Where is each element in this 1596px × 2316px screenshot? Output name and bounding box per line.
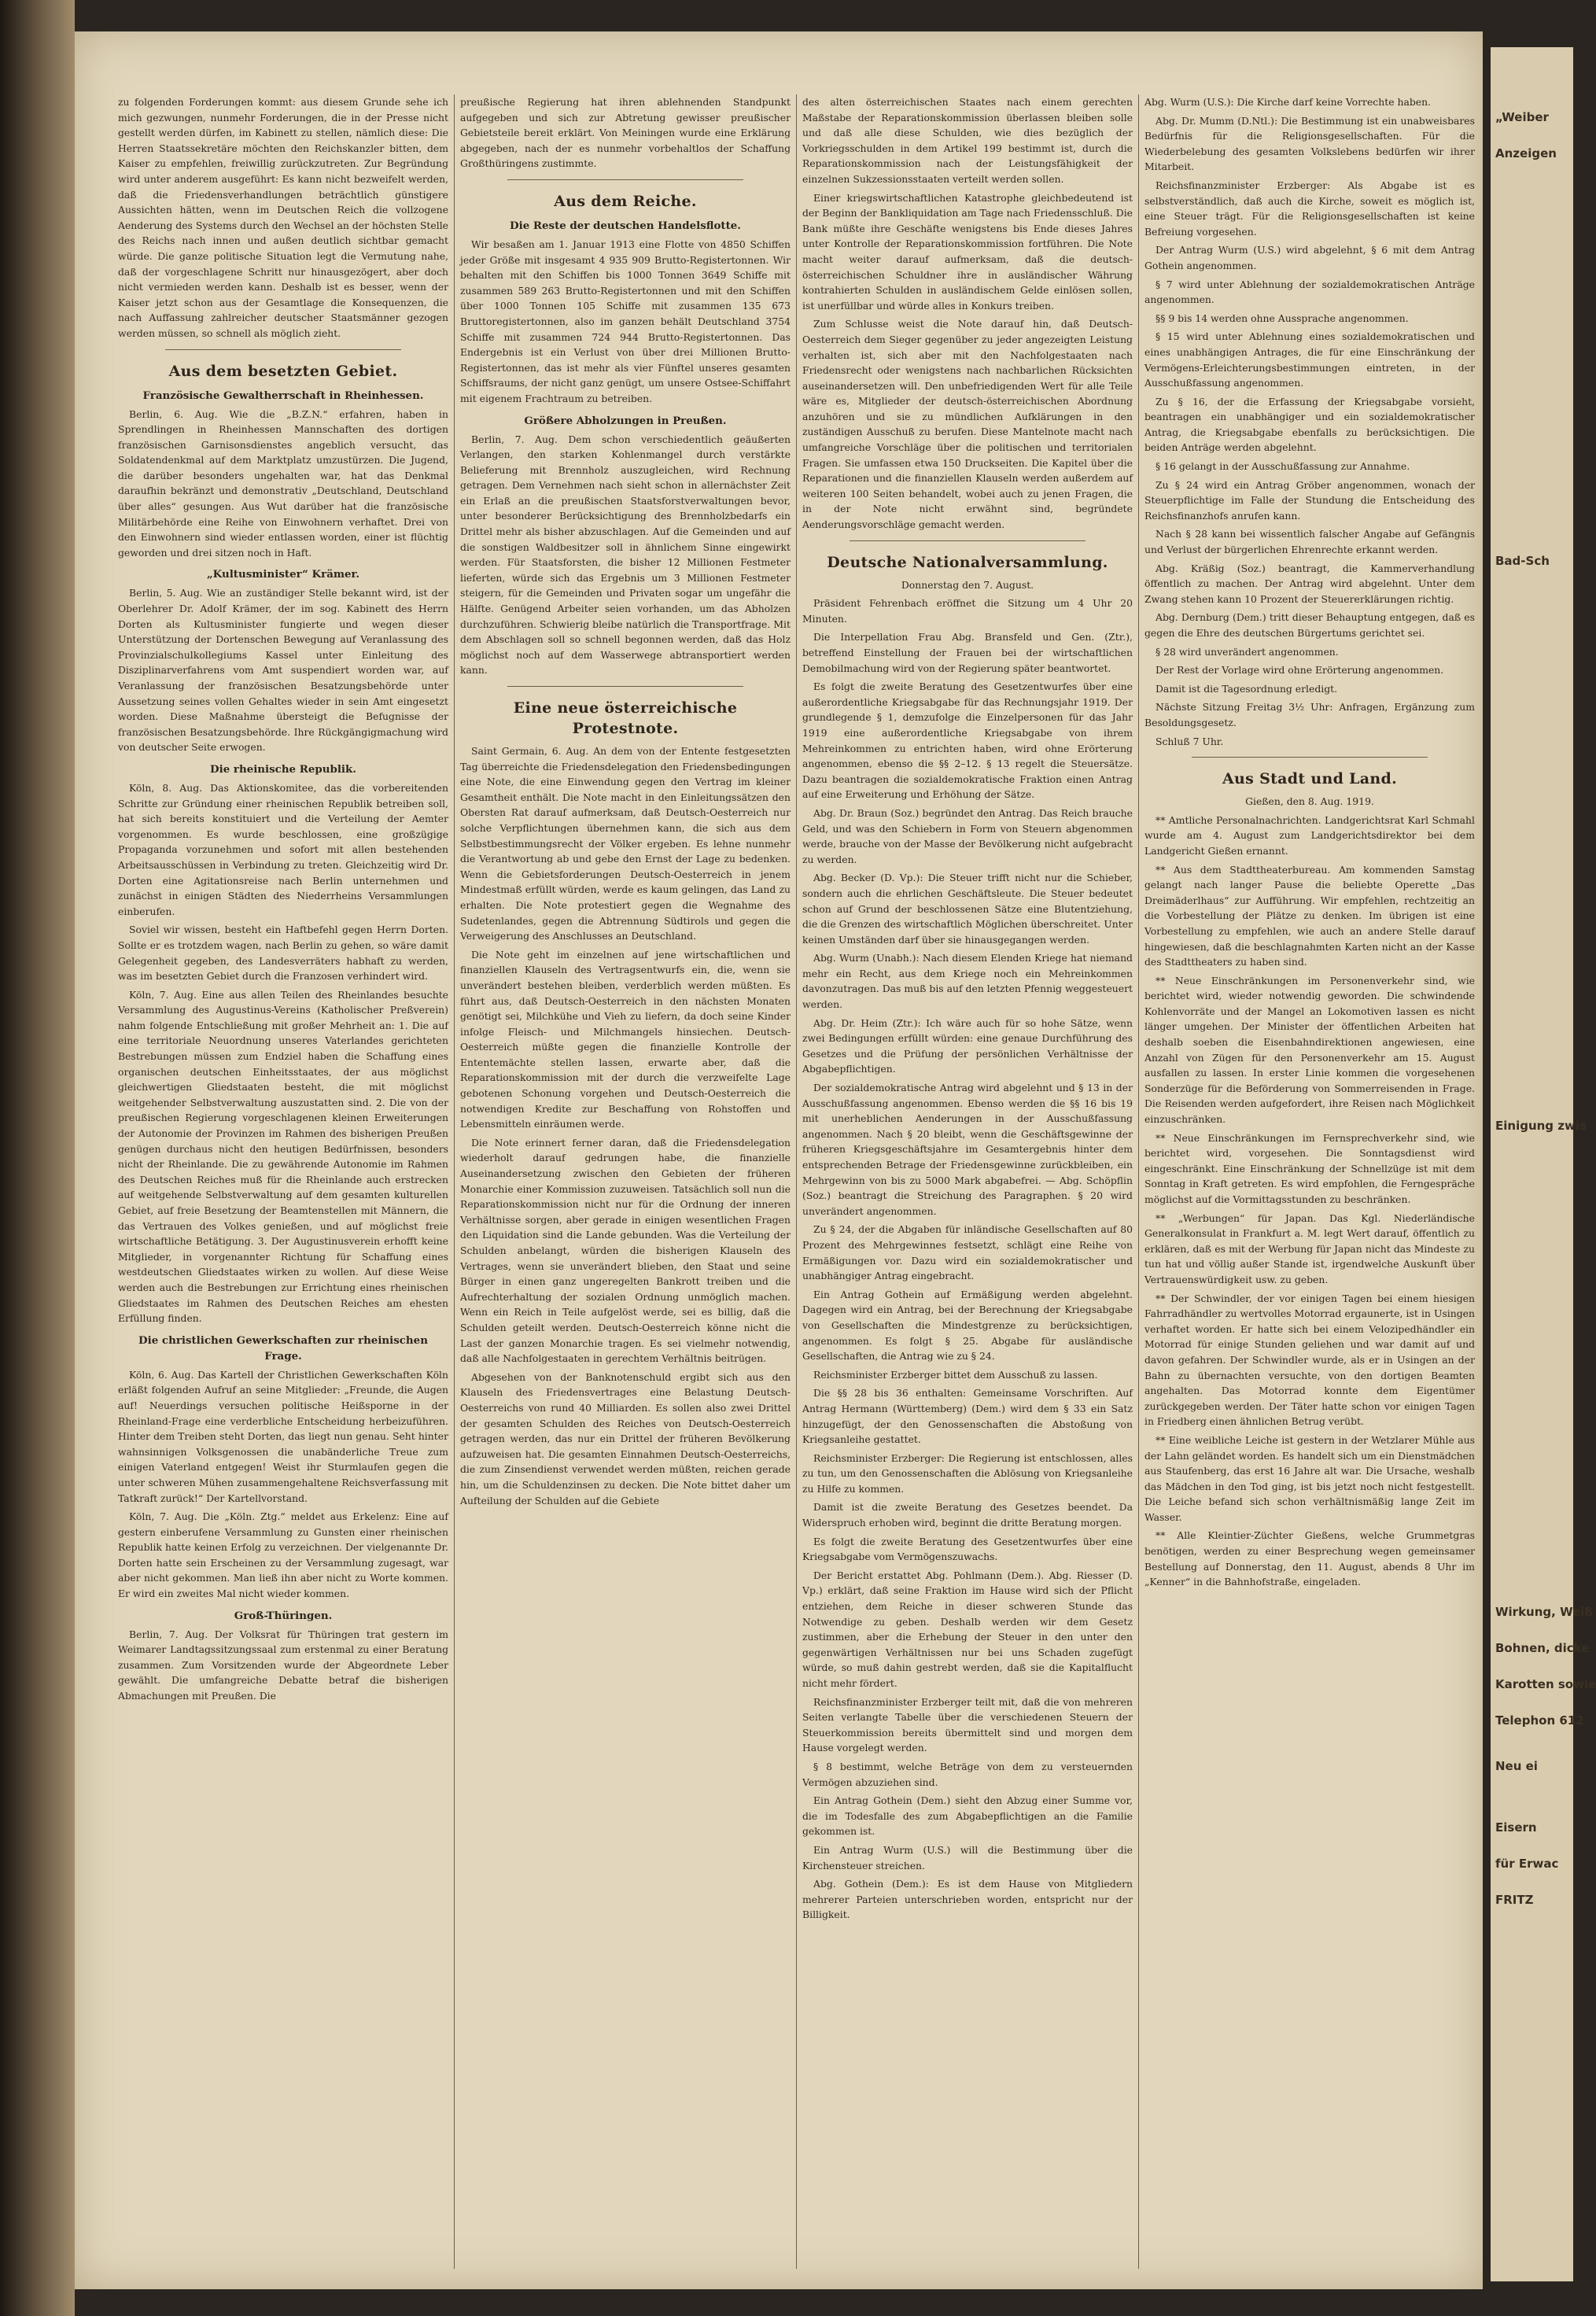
article-paragraph: des alten österreichischen Staates nach einem gerechten Maßstabe der Reparationskommission überlassen bleiben solle und daß alle diese Schulden, wie dies bezüglich der Vorkriegsschulden in dem Artikel 199 bestimmt ist, durch die Reparationskommission nach der Leistungsfähigkeit der einzelnen Sukzessionsstaaten verteilt werden sollen. xyxy=(802,96,1133,185)
article-paragraph: § 16 gelangt in der Ausschußfassung zur Annahme. xyxy=(1156,460,1410,473)
article-paragraph: Ein Antrag Wurm (U.S.) will die Bestimmung über die Kirchensteuer streichen. xyxy=(802,1843,1133,1872)
subheading-thueringen: Groß-Thüringen. xyxy=(234,1609,333,1622)
adjacent-page-text: Karotten sowie xyxy=(1495,1677,1596,1691)
article-paragraph: Der Bericht erstattet Abg. Pohlmann (Dem.). Abg. Riesser (D. Vp.) erklärt, daß seine Fraktion im Hause wird sich der Pflicht entziehen, dem Reiche in dieser schweren Stunde das Notwendige zu geben. Deshalb werden wir dem Gesetz zustimmen, aber die Erhebung der Steuer in den unter den gegenwärtigen Verhältnissen nur bei uns Schaden zugefügt würde, so muß dahin gestrebt werden, daß sie die Kapitalflucht nicht mehr fördert. xyxy=(802,1569,1133,1689)
section-heading-reiche: Aus dem Reiche. xyxy=(554,192,697,210)
article-paragraph: Ein Antrag Gothein (Dem.) sieht den Abzug einer Summe vor, die im Todesfalle des zum Abgabepflichtigen an die Familie gekommen ist. xyxy=(802,1794,1133,1838)
adjacent-page-text: Anzeigen xyxy=(1495,146,1557,160)
article-paragraph: Nächste Sitzung Freitag 3½ Uhr: Anfragen, Ergänzung zum Besoldungsgesetz. xyxy=(1144,701,1475,728)
article-paragraph: Zu § 24 wird ein Antrag Gröber angenommen, wonach der Steuerpflichtige im Falle der Stundung die Entscheidung des Reichsfinanzhofs anrufen kann. xyxy=(1144,478,1475,522)
article-paragraph: Einer kriegswirtschaftlichen Katastrophe gleichbedeutend ist der Beginn der Bankliquidation am Tage nach Friedensschluß. Die Bank müßte ihre Geschäfte wenigstens bis Ende dieses Jahres unter Kontrolle der Reparationskommission fortführen. Die Note macht weiter darauf aufmerksam, daß die deutsch-österreichischen Schuldner ihre in ausländischer Währung kontrahierten Schulden in ausländischem Gelde einlösen sollen, ist unerfüllbar und würde alles in Konkurs treiben. xyxy=(802,191,1133,312)
article-paragraph: § 8 bestimmt, welche Beträge von dem zu versteuernden Vermögen abzuziehen sind. xyxy=(802,1760,1133,1788)
article-paragraph: § 7 wird unter Ablehnung der sozialdemokratischen Anträge angenommen. xyxy=(1144,278,1475,306)
adjacent-page-text: Bad-Sch xyxy=(1495,554,1550,568)
article-paragraph: Der Rest der Vorlage wird ohne Erörterung angenommen. xyxy=(1156,664,1444,677)
column-2 xyxy=(460,94,791,2269)
column-1 xyxy=(118,94,448,2269)
article-separator xyxy=(850,540,1086,541)
article-paragraph: ** Neue Einschränkungen im Fernsprechverkehr sind, wie berichtet wird, vorgesehen. Die Sonntagsdienst wird eingeschränkt. Eine Einschränkung der Schnellzüge ist mit dem Sonntag in Kraft getreten. Es wird empfohlen, die Ferngespräche möglichst auf die Vormittagsstunden zu beschränken. xyxy=(1144,1131,1475,1205)
article-paragraph: Abg. Kräßig (Soz.) beantragt, die Kammerverhandlung öffentlich zu machen. Der Antrag wird abgelehnt. Unter dem Zwang stehen kann 10 Prozent der Steuererklärungen richtig. xyxy=(1144,562,1475,605)
article-paragraph: Die §§ 28 bis 36 enthalten: Gemeinsame Vorschriften. Auf Antrag Hermann (Württemberg) (Dem.) wird dem § 33 ein Satz hinzugefügt, der den Genossenschaften die Abstoßung von Kriegsanleihe gestattet. xyxy=(802,1387,1133,1446)
dateline: Gießen, den 8. Aug. 1919. xyxy=(1245,795,1374,808)
article-paragraph: § 15 wird unter Ablehnung eines sozialdemokratischen und eines unabhängigen Antrages, die für eine Einschränkung der Vermögens-Erleichterungsbestimmungen eintreten, in der Ausschußfassung angenommen. xyxy=(1144,330,1475,389)
article-paragraph: Berlin, 6. Aug. Wie die „B.Z.N.“ erfahren, haben in Sprendlingen in Rheinhessen Mannschaften des dortigen französischen Garnisonsdienstes angeblich versucht, das Soldatendenkmal auf dem Marktplatz umzustürzen. Die Jugend, die darüber besonders ungehalten war, hat das Denkmal daraufhin bekränzt und demonstrativ „Deutschland, Deutschland über alles“ gesungen. Aus Wut darüber hat die französische Militärbehörde eine Reihe von Einwohnern verhaftet. Drei von den Einwohnern sind wieder entlassen worden, einer ist flüchtig geworden und drei sitzen noch in Haft. xyxy=(118,408,448,559)
adjacent-page-text: Wirkung, Weiß xyxy=(1495,1605,1594,1619)
article-paragraph: preußische Regierung hat ihren ablehnenden Standpunkt aufgegeben und sich zur Abtretung gewisser preußischer Gebietsteile bereit erklärt. Von Meiningen wurde eine Erklärung abgegeben, nach der es nunmehr vorbehaltlos der Schaffung Großthüringens zustimmte. xyxy=(460,96,791,170)
article-paragraph: Reichsfinanzminister Erzberger teilt mit, daß die von mehreren Seiten verlangte Tabelle über die verschiedenen Steuern der Steuerkommission bereits übermittelt sind und morgen dem Hause vorgelegt werden. xyxy=(802,1695,1133,1754)
article-paragraph: Abg. Becker (D. Vp.): Die Steuer trifft nicht nur die Schieber, sondern auch die ehrlichen Geschäftsleute. Die Steuer bedeutet schon auf Grund der beschlossenen Sätze eine Blutentziehung, die die Grenzen des wirtschaftlich Möglichen überschreitet. Unter keinen Umständen darf über sie hinausgegangen werden. xyxy=(802,872,1133,946)
article-paragraph: ** Amtliche Personalnachrichten. Landgerichtsrat Karl Schmahl wurde am 4. August zum Landgerichtsdirektor bei dem Landgericht Gießen ernannt. xyxy=(1144,813,1475,857)
column-4 xyxy=(1144,94,1475,2269)
article-paragraph: Zu § 24, der die Abgaben für inländische Gesellschaften auf 80 Prozent des Mehrgewinnes festsetzt, schlägt eine Reihe von Ermäßigungen vor. Dazu wird ein sozialdemokratischer und unabhängiger Antrag eingebracht. xyxy=(802,1223,1133,1282)
book-binding xyxy=(0,0,75,2316)
dateline: Donnerstag den 7. August. xyxy=(901,578,1034,591)
article-paragraph: Köln, 7. Aug. Eine aus allen Teilen des Rheinlandes besuchte Versammlung des Augustinus-Vereins (Katholischer Preßverein) nahm folgende Entschließung mit großer Mehrheit an: 1. Die auf eine territoriale Neuordnung unseres Vaterlandes gerichteten Bestrebungen müssen zum Endziel haben die Schaffung eines organischen deutschen Einheitsstaates, der aus möglichst gleichwertigen Gliedstaaten besteht, die mit möglichst weitgehender Selbstverwaltung auszustatten sind. 2. Die von der preußischen Regierung vorgeschlagenen kleinen Erweiterungen der Autonomie der Provinzen im Rahmen des bisherigen Preußen genügen durchaus nicht den heutigen Bedürfnissen, besonders nicht der Rheinlande. Die zu gewährende Autonomie im Rahmen des Deutschen Reiches muß für die Rheinlande auch erstrecken auf weitgehende Selbstverwaltung auf dem gesamten kulturellen Gebiet, auf freie Besetzung der Beamtenstellen mit Männern, die das Vertrauen des Volkes genießen, und auf möglichst freie wirtschaftliche Betätigung. 3. Der Augustinusverein erhofft keine Mitglieder, in vorgenannter Richtung für Schaffung eines westdeutschen Gliedstaates wirken zu wollen. Auf diese Weise werden auch die Bestrebungen zur Errichtung eines rheinischen Gliedstaates im Rahmen des Deutschen Reiches am ehesten Erfüllung finden. xyxy=(118,988,448,1325)
subheading-handelsflotte: Die Reste der deutschen Handelsflotte. xyxy=(510,219,741,232)
article-paragraph: ** Aus dem Stadttheaterbureau. Am kommenden Samstag gelangt nach langer Pause die beliebte Operette „Das Dreimäderlhaus“ zur Aufführung. Wir empfehlen, rechtzeitig an die Vorbestellung der Plätze zu denken. Im übrigen ist eine Vorbestellung zu empfehlen, wie auch an andere Stelle darauf hingewiesen, daß die beschlagnahmten Karten nicht an der Kasse des Stadttheaters zu haben sind. xyxy=(1144,863,1475,968)
article-paragraph: ** Der Schwindler, der vor einigen Tagen bei einem hiesigen Fahrradhändler zu wertvolles Motorrad ergaunerte, ist in Usingen verhaftet worden. Er hatte sich bei einem Velozipedhändler ein Motorrad für einige Stunden geliehen und war damit auf und davon gefahren. Der Schwindler wurde, als er in Usingen an der Bahn zu übernachten versuchte, von den dortigen Beamten angehalten. Das Motorrad konnte dem Eigentümer zurückgegeben werden. Der Täter hatte schon vor einigen Tagen in Friedberg einen ähnlichen Betrug verübt. xyxy=(1144,1292,1475,1428)
article-paragraph: ** Alle Kleintier-Züchter Gießens, welche Grummetgras benötigen, werden zu einer Besprechung wegen gemeinsamer Bestellung auf Donnerstag, den 11. August, abends 8 Uhr im „Kenner“ in die Bahnhofstraße, eingeladen. xyxy=(1144,1529,1475,1588)
article-separator xyxy=(507,686,743,687)
article-paragraph: Zum Schlusse weist die Note darauf hin, daß Deutsch-Oesterreich dem Sieger gegenüber zu jeder angezeigten Leistung verhalten ist, sich aber mit den Nachfolgestaaten nach Friedensrecht oder wenigstens nach nachbarlichen Rücksichten auseinandersetzen will. Den unbefriedigenden Wert für alle Teile wäre es, Mitglieder der deutsch-österreichischen Abordnung anzuhören und sie zu mündlichen Aufklärungen in den zuständigen Ausschuß zu berufen. Diese Mantelnote macht nach umfangreiche Vorschläge über die politischen und territorialen Fragen. Sie umfassen etwa 150 Druckseiten. Die Kapitel über die Reparationen und die finanziellen Klauseln werden außerdem auf weiteren 100 Seiten behandelt, wobei auch zu jenen Fragen, die in der Note nicht erwähnt sind, begründete Aenderungsvorschläge gemacht werden. xyxy=(802,318,1133,531)
article-paragraph: § 28 wird unverändert angenommen. xyxy=(1156,645,1339,658)
section-heading-nationalversammlung: Deutsche Nationalversammlung. xyxy=(827,553,1108,571)
section-heading-protestnote: Eine neue österreichische Protestnote. xyxy=(513,699,738,737)
subheading-gewerkschaften: Die christlichen Gewerkschaften zur rheinischen Frage. xyxy=(138,1333,428,1363)
article-paragraph: Die Note erinnert ferner daran, daß die Friedensdelegation wiederholt darauf gedrungen habe, die finanzielle Auseinandersetzung zwischen den Gebieten der früheren Monarchie einer Kommission zuzuweisen. Tatsächlich soll nun die Reparationskommission nicht nur für die Ordnung der inneren Verhältnisse sorgen, aber gerade in einigen wesentlichen Fragen den Liquidation sind die Lande gebunden. Was die Verteilung der Schulden anbelangt, würden die bisherigen Klauseln des Vertrages, wenn sie unverändert blieben, den Staat und seine Bürger in einen ganz ungeregelten Bankrott treiben und die Aufrechterhaltung der sozialen Ordnung unmöglich machen. Wenn ein Reich in Teile aufgelöst werde, sei es billig, daß die Schulden geteilt werden. Deutsch-Oesterreich könne nicht die Last der ganzen Monarchie tragen. Es sei vielmehr notwendig, daß alle Nachfolgestaaten in gerechtem Verhältnis beitrügen. xyxy=(460,1136,791,1365)
article-paragraph: Saint Germain, 6. Aug. An dem von der Entente festgesetzten Tag überreichte die Friedensdelegation den Friedensbedingungen eine Note, die eine Einwendung gegen den Vertrag im kleiner Gesamtheit enthält. Die Note macht in den Einleitungssätzen den Obersten Rat darauf aufmerksam, daß Deutsch-Oesterreich nur solche Verpflichtungen übernehmen kann, die sich aus dem Selbstbestimmungsrecht der Völker ergeben. Es lehne nunmehr die Verantwortung ab und gebe den Ernst der Lage zu bedenken. Wenn die Gebietsforderungen Deutsch-Oesterreich in jenem Mindestmaß erfüllt würden, werde es kaum gelingen, das Land zu erhalten. Die Note protestiert gegen die Wegnahme des Sudetenlandes, gegen die Abtrennung Südtirols und gegen die Verweigerung des Anschlusses an Deutschland. xyxy=(460,745,791,942)
adjacent-page-text: Telephon 612 xyxy=(1495,1713,1584,1728)
article-paragraph: Es folgt die zweite Beratung des Gesetzentwurfes über eine außerordentliche Kriegsabgabe für das Rechnungsjahr 1919. Der grundlegende § 1, demzufolge die Einzelpersonen für das Jahr 1919 eine außerordentliche Kriegsabgabe von ihrem Mehreinkommen zu entrichten haben, wird ohne Erörterung angenommen, ebenso die §§ 2–12. § 13 regelt die Steuersätze. Dazu beantragen die sozialdemokratische Fraktion einen Antrag auf eine Erweiterung und Erhöhung der Sätze. xyxy=(802,680,1133,801)
adjacent-page-text: „Weiber xyxy=(1495,110,1549,124)
article-paragraph: Damit ist die Tagesordnung erledigt. xyxy=(1156,682,1338,695)
column-3 xyxy=(802,94,1133,2269)
article-paragraph: Köln, 6. Aug. Das Kartell der Christlichen Gewerkschaften Köln erläßt folgenden Aufruf an seine Mitglieder: „Freunde, die Augen auf! Neuerdings versuchen politische Heißsporne in der Rheinland-Frage eine verderbliche Entscheidung herbeizuführen. Hinter dem Treiben steht Dorten, das liegt nun genau. Seht hinter wahnsinnigen Volksgenossen die unabänderliche Treue zum einigen Vaterland entgegen! Weist ihr Sturmlaufen gegen die unter schweren Mühen zusammengehaltene Reichsverfassung mit Tatkraft zurück!“ Der Kartellvorstand. xyxy=(118,1368,448,1504)
article-paragraph: Abg. Wurm (Unabh.): Nach diesem Elenden Kriege hat niemand mehr ein Recht, aus dem Kriege noch ein Mehreinkommen davonzutragen. Das muß bis auf den letzten Pfennig weggesteuert werden. xyxy=(802,952,1133,1011)
article-paragraph: ** Eine weibliche Leiche ist gestern in der Wetzlarer Mühle aus der Lahn geländet worden. Es handelt sich um ein Dienstmädchen aus Staufenberg, das erst 16 Jahre alt war. Die Ursache, weshalb das Mädchen in den Tod ging, ist bis jetzt noch nicht festgestellt. Die Leiche befand sich schon verhältnismäßig lange Zeit im Wasser. xyxy=(1144,1433,1475,1523)
article-paragraph: Damit ist die zweite Beratung des Gesetzes beendet. Da Widerspruch erhoben wird, beginnt die dritte Beratung morgen. xyxy=(802,1501,1133,1529)
subheading-abholzungen: Größere Abholzungen in Preußen. xyxy=(524,414,727,427)
column-rule xyxy=(796,94,797,2269)
adjacent-page-text: für Erwac xyxy=(1495,1857,1559,1871)
article-paragraph: Reichsminister Erzberger bittet dem Ausschuß zu lassen. xyxy=(813,1368,1098,1381)
article-paragraph: Abg. Gothein (Dem.): Es ist dem Hause von Mitgliedern mehrerer Parteien unterschrieben worden, entspricht nur der Billigkeit. xyxy=(802,1878,1133,1921)
article-paragraph: Zu § 16, der die Erfassung der Kriegsabgabe vorsieht, beantragen ein unabhängiger und ein sozialdemokratischer Antrag, die Kriegsabgabe ebenfalls zu berücksichtigen. Die beiden Anträge werden abgelehnt. xyxy=(1144,395,1475,454)
article-paragraph: Die Note geht im einzelnen auf jene wirtschaftlichen und finanziellen Klauseln des Vertragsentwurfs ein, die, wenn sie unverändert bestehen bleiben, verderblich werden müßten. Es führt aus, daß Deutsch-Oesterreich in den nächsten Monaten genötigt sei, Milchkühe und Vieh zu liefern, da doch seine Kinder infolge Fleisch- und Milchmangels hinsiechen. Deutsch-Oesterreich müßte gegen die finanzielle Kontrolle der Ententemächte stellen lassen, erwarte aber, daß die Reparationskommission mit der durch die verzweifelte Lage gebotenen Schonung vorgehen und Deutsch-Oesterreich die notwendigen Kredite zur Beschaffung von Rohstoffen und Lebensmitteln einräumen werde. xyxy=(460,948,791,1130)
article-paragraph: Soviel wir wissen, besteht ein Haftbefehl gegen Herrn Dorten. Sollte er es trotzdem wagen, nach Berlin zu gehen, so wäre damit Gelegenheit gegeben, des Landesverräters habhaft zu werden, was im besetzten Gebiet durch die Franzosen verhindert wird. xyxy=(118,924,448,983)
article-paragraph: Abg. Dr. Heim (Ztr.): Ich wäre auch für so hohe Sätze, wenn zwei Bedingungen erfüllt würden: eine genaue Durchführung des Gesetzes und die Prüfung der persönlichen Verhältnisse der Abgabepflichtigen. xyxy=(802,1016,1133,1075)
adjacent-page-text: Einigung zwis xyxy=(1495,1119,1587,1133)
article-paragraph: Reichsfinanzminister Erzberger: Als Abgabe ist es selbstverständlich, daß auch die Kirche, soweit es möglich ist, eine Steuer trägt. Für die Religionsgesellschaften ist keine Befreiung vorgesehen. xyxy=(1144,179,1475,238)
article-separator xyxy=(507,179,743,180)
article-paragraph: Der Antrag Wurm (U.S.) wird abgelehnt, § 6 mit dem Antrag Gothein angenommen. xyxy=(1144,244,1475,271)
article-separator xyxy=(1192,757,1428,758)
article-paragraph: §§ 9 bis 14 werden ohne Aussprache angenommen. xyxy=(1156,312,1409,324)
article-paragraph: Berlin, 7. Aug. Dem schon verschiedentlich geäußerten Verlangen, den starken Kohlenmangel durch verstärkte Belieferung mit Brennholz auszugleichen, wird Rechnung getragen. Dem Vernehmen nach sieht schon in allernächster Zeit ein Erlaß an die preußischen Staatsforstverwaltungen bevor, unter besonderer Berücksichtigung des Brennholzbedarfs ein Drittel mehr als bisher abzuschlagen. Auf die Gemeinden und auf die sonstigen Waldbesitzer soll in ähnlichem Sinne eingewirkt werden. Für Staatsforsten, die bisher 12 Millionen Festmeter lieferten, würde sich das Ergebnis um 3 Millionen Festmeter steigern, für die Gemeinden und Privaten sogar um ungefähr die Hälfte. Genügend Arbeiter seien vorhanden, um das Abholzen durchzuführen. Schwierig bleibe natürlich die Transportfrage. Mit dem Abschlagen soll so schnell begonnen werden, daß das Holz möglichst noch auf dem Wasserwege abtransportiert werden kann. xyxy=(460,433,791,677)
adjacent-page-text: Bohnen, dicke xyxy=(1495,1641,1590,1655)
article-paragraph: Der sozialdemokratische Antrag wird abgelehnt und § 13 in der Ausschußfassung angenommen. Ebenso werden die §§ 16 bis 19 mit unerheblichen Aenderungen in der Ausschußfassung angenommen. Nach § 20 bleibt, wenn die Geschäftsgewinne der früheren Kriegsgeschäftsjahre im Gesamtergebnis hinter dem entsprechenden Betrage der Friedensgewinne zurückbleiben, ein Mehrgewinn von bis zu 5000 Mark abgabefrei. — Abg. Schöpflin (Soz.) beantragt die Streichung des Paragraphen. § 20 wird unverändert angenommen. xyxy=(802,1082,1133,1217)
article-paragraph: Schluß 7 Uhr. xyxy=(1156,735,1224,747)
article-paragraph: Berlin, 5. Aug. Wie an zuständiger Stelle bekannt wird, ist der Oberlehrer Dr. Adolf Krämer, der im sog. Kabinett des Herrn Dorten als Kultusminister fungierte und wegen dieser Unterstützung der Dortenschen Bewegung auf Veranlassung des Provinzialschulkollegiums Kassel unter Einleitung des Disziplinarverfahrens vom Amt suspendiert worden war, auf Veranlassung der französischen Besatzungsbehörde unter Aussetzung seines vollen Gehaltes wieder in sein Amt eingesetzt worden. Diese Maßnahme übersteigt die Befugnisse der französischen Besatzungsbehörde. Ihre Rückgängigmachung wird von deutscher Seite erwogen. xyxy=(118,587,448,754)
adjacent-page-edge xyxy=(1491,47,1596,2281)
adjacent-page-text: Neu ei xyxy=(1495,1759,1538,1773)
adjacent-page-text: FRITZ xyxy=(1495,1893,1534,1907)
article-paragraph: Berlin, 7. Aug. Der Volksrat für Thüringen trat gestern im Weimarer Landtagssitzungssaal zum erstenmal zu einer Beratung zusammen. Zum Vorsitzenden wurde der Abgeordnete Leber gewählt. Die umfangreiche Debatte betraf die bisherigen Abmachungen mit Preußen. Die xyxy=(118,1628,448,1702)
article-paragraph: Wir besaßen am 1. Januar 1913 eine Flotte von 4850 Schiffen jeder Größe mit insgesamt 4 935 909 Brutto-Registertonnen. Wir behalten mit den Schiffen bis 1000 Tonnen 3649 Schiffe mit zusammen 589 263 Brutto-Registertonnen und mit den Schiffen über 1000 Tonnen 105 Schiffe mit zusammen 135 673 Bruttoregistertonnen, also im ganzen behält Deutschland 3754 Schiffe mit zusammen 724 944 Brutto-Registertonnen. Das Endergebnis ist ein Verlust von über drei Millionen Brutto-Registertonnen, das ist mehr als vier Fünftel unseres gesamten Schiffsraums, der nicht ganz genügt, um unsere Ostsee-Schiffahrt mit eigenem Frachtraum zu betreiben. xyxy=(460,238,791,404)
article-paragraph: Köln, 8. Aug. Das Aktionskomitee, das die vorbereitenden Schritte zur Gründung einer rheinischen Republik betreiben soll, hat sich bereits konstituiert und die Verteilung der Aemter vorgenommen. Es wurde beschlossen, eine großzügige Propaganda vorzunehmen und sofort mit allen bestehenden Arbeitsausschüssen in Verbindung zu treten. Gleichzeitig wird Dr. Dorten eine Agitationsreise nach Berlin unternehmen und zunächst in einigen Städten des Niederrheins Versammlungen einberufen. xyxy=(118,781,448,917)
subheading-gewaltherrschaft: Französische Gewaltherrschaft in Rheinhessen. xyxy=(142,389,424,402)
article-paragraph: Abg. Dernburg (Dem.) tritt dieser Behauptung entgegen, daß es gegen die Ehre des deutschen Bürgertums gerichtet sei. xyxy=(1144,611,1475,639)
column-rule xyxy=(1138,94,1139,2269)
article-paragraph: ** „Werbungen“ für Japan. Das Kgl. Niederländische Generalkonsulat in Frankfurt a. M. legt Wert darauf, öffentlich zu erklären, daß es mit der Werbung für Japan nicht das Mindeste zu tun hat und völlig außer Stande ist, irgendwelche Auskunft über Vertrauenswürdigkeit usw. zu geben. xyxy=(1144,1211,1475,1285)
article-paragraph: Abgesehen von der Banknotenschuld ergibt sich aus den Klauseln des Friedensvertrages eine Belastung Deutsch-Oesterreichs von rund 40 Milliarden. Es sollen also zwei Drittel der gesamten Schulden des Reiches von Deutsch-Oesterreich getragen werden, das nur ein Drittel der früheren Bevölkerung aufzuweisen hat. Die gesamten Einnahmen Deutsch-Oesterreichs, die zum Zinsendienst verwendet werden müßten, reichen gerade hin, um die Schuldenzinsen zu decken. Die Note bittet daher um Aufteilung der Schulden auf die Gebiete xyxy=(460,1370,791,1507)
article-paragraph: Reichsminister Erzberger: Die Regierung ist entschlossen, alles zu tun, um den Genossenschaften die Ablösung von Kriegsanleihe zu Hilfe zu kommen. xyxy=(802,1451,1133,1495)
adjacent-page-text: Eisern xyxy=(1495,1820,1537,1835)
article-paragraph: Die Interpellation Frau Abg. Bransfeld und Gen. (Ztr.), betreffend Einstellung der Frauen bei der wirtschaftlichen Demobilmachung wird von der Regierung später beantwortet. xyxy=(802,631,1133,674)
article-paragraph: Ein Antrag Gothein auf Ermäßigung werden abgelehnt. Dagegen wird ein Antrag, bei der Berechnung der Kriegsabgabe von Gesellschaften die Mindestgrenze zu berücksichtigen, angenommen. Es folgt § 25. Abgabe für ausländische Gesellschaften, die Antrag wie zu § 24. xyxy=(802,1288,1133,1363)
article-paragraph: ** Neue Einschränkungen im Personenverkehr sind, wie berichtet wird, wieder notwendig geworden. Die schwindende Kohlenvorräte und der Mangel an Lokomotiven lassen es nicht länger umgehen. Der Minister der öffentlichen Arbeiten hat deshalb soeben die Eisenbahndirektionen angewiesen, eine Anzahl von Zügen für den Personenverkehr am 15. August ausfallen zu lassen. In erster Linie kommen die vorgesehenen Sonderzüge für die Beförderung von Sommerreisenden in Frage. Die Reisenden werden aufgefordert, ihre Reisen nach Möglichkeit einzuschränken. xyxy=(1144,974,1475,1126)
article-paragraph: Abg. Wurm (U.S.): Die Kirche darf keine Vorrechte haben. xyxy=(1144,96,1432,108)
article-paragraph: Köln, 7. Aug. Die „Köln. Ztg.“ meldet aus Erkelenz: Eine auf gestern einberufene Versammlung zu Gunsten einer rheinischen Republik hatte keinen Erfolg zu verzeichnen. Der vielgenannte Dr. Dorten hatte sein Erscheinen zu der Versammlung zugesagt, war aber nicht gekommen. Man ließ ihn aber nicht zu Worte kommen. Er wird ein zweites Mal nicht wieder kommen. xyxy=(118,1510,448,1600)
section-heading-stadt-und-land: Aus Stadt und Land. xyxy=(1222,770,1397,788)
subheading-republik: Die rheinische Republik. xyxy=(210,762,356,776)
article-paragraph: Nach § 28 kann bei wissentlich falscher Angabe auf Gefängnis und Verlust der bürgerlichen Ehrenrechte erkannt werden. xyxy=(1144,528,1475,556)
column-rule xyxy=(454,94,455,2269)
article-separator xyxy=(165,349,401,350)
article-paragraph: Abg. Dr. Mumm (D.Ntl.): Die Bestimmung ist ein unabweisbares Bedürfnis für die Religionsgesellschaften. Für die Wiederbelebung des gesamten Volkslebens bedürfen wir ihrer Mitarbeit. xyxy=(1144,114,1475,173)
article-paragraph: Es folgt die zweite Beratung des Gesetzentwurfes über eine Kriegsabgabe vom Vermögenszuwachs. xyxy=(802,1535,1133,1563)
article-paragraph: zu folgenden Forderungen kommt: aus diesem Grunde sehe ich mich gezwungen, nunmehr Forderungen, die in der Presse nicht gestellt werden dürfen, im Kabinett zu stellen, nämlich diese: Die Herren Staatssekretäre möchten den Reichskanzler bitten, dem Kaiser zu empfehlen, freiwillig zurückzutreten. Zur Begründung wird unter anderem ausgeführt: Es kann nicht bezweifelt werden, daß die Friedensverhandlungen beträchtlich günstigere Aussichten hätten, wenn im Deutschen Reich die vollzogene Aenderung des Systems durch den Wechsel an der höchsten Stelle des Reichs nach innen und außen deutlich sichtbar gemacht würde. Die ganze politische Situation legt die Vermutung nahe, daß der vorgeschlagene Schritt nur hinausgezögert, aber doch nicht vermieden werden kann. Deshalb ist es besser, wenn der Kaiser jetzt schon aus der Gesamtlage die Konsequenzen, die nach Auffassung zahlreicher deutscher Staatsmänner gezogen werden müssen, so schnell als möglich zieht. xyxy=(118,96,448,339)
article-paragraph: Präsident Fehrenbach eröffnet die Sitzung um 4 Uhr 20 Minuten. xyxy=(802,597,1133,625)
subheading-kultusminister: „Kultusminister“ Krämer. xyxy=(206,568,360,581)
article-paragraph: Abg. Dr. Braun (Soz.) begründet den Antrag. Das Reich brauche Geld, und was den Schiebern in Form von Steuern abgenommen werde, brauche von der Masse der Bevölkerung nicht aufgebracht zu werden. xyxy=(802,806,1133,865)
section-heading-besetzt: Aus dem besetzten Gebiet. xyxy=(168,362,398,380)
